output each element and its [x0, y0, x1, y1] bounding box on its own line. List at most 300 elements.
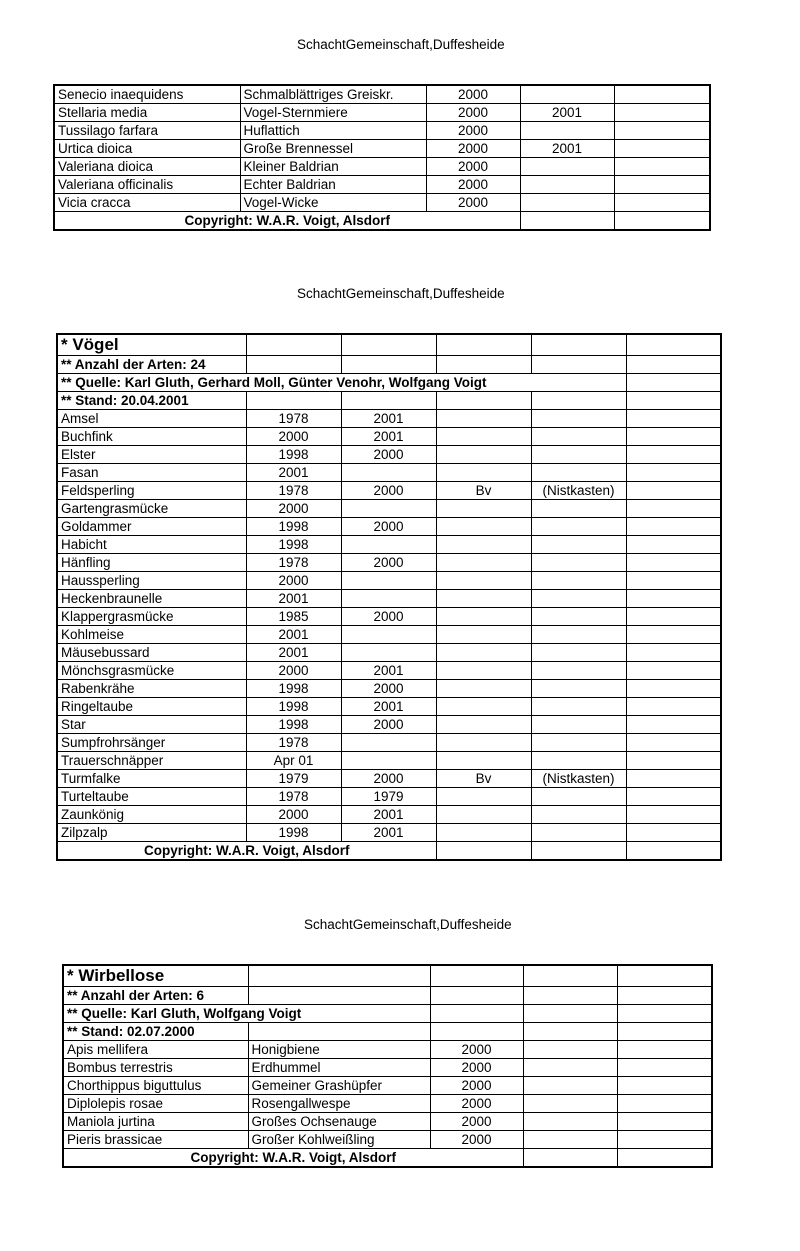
- empty-cell: [626, 428, 721, 446]
- species-name-cell: Gartengrasmücke: [57, 500, 246, 518]
- empty-cell: [626, 334, 721, 356]
- year-cell: [341, 734, 436, 752]
- empty-cell: [523, 1077, 617, 1095]
- year-cell: 1978: [246, 482, 341, 500]
- copyright-text: Copyright: W.A.R. Voigt, Alsdorf: [57, 842, 436, 861]
- common-name-cell: Rosengallwespe: [248, 1095, 430, 1113]
- table-row: [63, 1059, 712, 1077]
- year-cell: [520, 158, 614, 176]
- species-name-cell: Fasan: [57, 464, 246, 482]
- year-cell: 2001: [520, 140, 614, 158]
- year-cell: 2000: [426, 194, 520, 212]
- date-text: ** Stand: 02.07.2000: [63, 1023, 248, 1041]
- year-cell: 2001: [246, 626, 341, 644]
- empty-cell: [614, 194, 710, 212]
- empty-cell: [430, 1005, 523, 1023]
- empty-cell: [617, 1095, 712, 1113]
- note-cell: [531, 536, 626, 554]
- empty-cell: [626, 788, 721, 806]
- common-name-cell: Schmalblättriges Greiskr.: [240, 85, 426, 104]
- note-cell: [531, 662, 626, 680]
- empty-cell: [626, 842, 721, 861]
- table-row: [57, 572, 721, 590]
- table-row: [57, 734, 721, 752]
- empty-cell: [626, 446, 721, 464]
- empty-cell: [617, 1131, 712, 1149]
- latin-name-cell: Senecio inaequidens: [54, 85, 240, 104]
- empty-cell: [626, 734, 721, 752]
- empty-cell: [246, 356, 341, 374]
- common-name-cell: Huflattich: [240, 122, 426, 140]
- year-cell: 2000: [246, 428, 341, 446]
- table-row: [57, 626, 721, 644]
- note-cell: [531, 626, 626, 644]
- latin-name-cell: Valeriana officinalis: [54, 176, 240, 194]
- table-row: [57, 662, 721, 680]
- common-name-cell: Großes Ochsenauge: [248, 1113, 430, 1131]
- year-cell: 2001: [341, 428, 436, 446]
- source-text: ** Quelle: Karl Gluth, Wolfgang Voigt: [63, 1005, 430, 1023]
- latin-name-cell: Pieris brassicae: [63, 1131, 248, 1149]
- empty-cell: [626, 554, 721, 572]
- empty-cell: [614, 140, 710, 158]
- species-name-cell: Habicht: [57, 536, 246, 554]
- empty-cell: [430, 965, 523, 987]
- table-row: [57, 824, 721, 842]
- table-row: [54, 104, 710, 122]
- empty-cell: [626, 464, 721, 482]
- year-cell: 2001: [341, 824, 436, 842]
- page-header-1: SchachtGemeinschaft,Duffesheide: [297, 37, 505, 52]
- note-cell: [531, 446, 626, 464]
- source-row: [57, 374, 721, 392]
- table-row: [57, 590, 721, 608]
- status-cell: [436, 788, 531, 806]
- year-cell: [341, 590, 436, 608]
- year-cell: [341, 536, 436, 554]
- species-name-cell: Amsel: [57, 410, 246, 428]
- table-row: [63, 1131, 712, 1149]
- year-cell: 2000: [341, 446, 436, 464]
- note-cell: [531, 554, 626, 572]
- year-cell: 2000: [341, 716, 436, 734]
- species-name-cell: Feldsperling: [57, 482, 246, 500]
- empty-cell: [246, 334, 341, 356]
- status-cell: [436, 734, 531, 752]
- note-cell: [531, 428, 626, 446]
- table-row: [57, 536, 721, 554]
- page-header-2: SchachtGemeinschaft,Duffesheide: [297, 286, 505, 301]
- year-cell: [520, 176, 614, 194]
- year-cell: 2000: [426, 158, 520, 176]
- table-row: [54, 194, 710, 212]
- empty-cell: [248, 1023, 430, 1041]
- section-title-row: [57, 334, 721, 356]
- status-cell: Bv: [436, 482, 531, 500]
- year-cell: 2000: [246, 806, 341, 824]
- year-cell: [341, 500, 436, 518]
- empty-cell: [523, 1095, 617, 1113]
- species-name-cell: Turteltaube: [57, 788, 246, 806]
- species-name-cell: Sumpfrohrsänger: [57, 734, 246, 752]
- empty-cell: [626, 518, 721, 536]
- year-cell: 2001: [520, 104, 614, 122]
- species-name-cell: Hänfling: [57, 554, 246, 572]
- year-cell: 2000: [341, 608, 436, 626]
- species-name-cell: Zaunkönig: [57, 806, 246, 824]
- note-cell: [531, 500, 626, 518]
- empty-cell: [617, 1077, 712, 1095]
- species-name-cell: Kohlmeise: [57, 626, 246, 644]
- empty-cell: [617, 965, 712, 987]
- table-row: [57, 410, 721, 428]
- empty-cell: [341, 356, 436, 374]
- note-cell: [531, 608, 626, 626]
- status-cell: [436, 626, 531, 644]
- empty-cell: [248, 987, 430, 1005]
- empty-cell: [617, 1059, 712, 1077]
- table-row: [63, 1113, 712, 1131]
- table-row: [57, 464, 721, 482]
- year-cell: 2000: [430, 1059, 523, 1077]
- empty-cell: [523, 1041, 617, 1059]
- date-row: [63, 1023, 712, 1041]
- species-count: ** Anzahl der Arten: 24: [57, 356, 246, 374]
- table-row: [63, 1041, 712, 1059]
- empty-cell: [626, 500, 721, 518]
- table-row: [57, 680, 721, 698]
- year-cell: [520, 194, 614, 212]
- section-title-row: [63, 965, 712, 987]
- species-name-cell: Buchfink: [57, 428, 246, 446]
- empty-cell: [626, 374, 721, 392]
- table-row: [57, 770, 721, 788]
- empty-cell: [626, 662, 721, 680]
- status-cell: [436, 500, 531, 518]
- year-cell: 1998: [246, 824, 341, 842]
- year-cell: [341, 626, 436, 644]
- status-cell: [436, 716, 531, 734]
- table-row: [57, 446, 721, 464]
- status-cell: [436, 644, 531, 662]
- year-cell: 1978: [246, 410, 341, 428]
- status-cell: [436, 572, 531, 590]
- note-cell: [531, 824, 626, 842]
- year-cell: 2000: [341, 680, 436, 698]
- copyright-row: [57, 842, 721, 861]
- year-cell: 2000: [426, 122, 520, 140]
- empty-cell: [617, 1149, 712, 1168]
- empty-cell: [626, 824, 721, 842]
- table-row: [57, 716, 721, 734]
- empty-cell: [614, 104, 710, 122]
- empty-cell: [436, 334, 531, 356]
- date-text: ** Stand: 20.04.2001: [57, 392, 246, 410]
- year-cell: 2001: [341, 410, 436, 428]
- latin-name-cell: Chorthippus biguttulus: [63, 1077, 248, 1095]
- species-name-cell: Rabenkrähe: [57, 680, 246, 698]
- year-cell: 1979: [246, 770, 341, 788]
- status-cell: [436, 662, 531, 680]
- year-cell: 2000: [430, 1041, 523, 1059]
- year-cell: 2001: [246, 644, 341, 662]
- status-cell: [436, 824, 531, 842]
- year-cell: 1978: [246, 554, 341, 572]
- status-cell: [436, 608, 531, 626]
- empty-cell: [626, 572, 721, 590]
- date-row: [57, 392, 721, 410]
- species-name-cell: Klappergrasmücke: [57, 608, 246, 626]
- empty-cell: [626, 644, 721, 662]
- latin-name-cell: Diplolepis rosae: [63, 1095, 248, 1113]
- empty-cell: [626, 590, 721, 608]
- copyright-text: Copyright: W.A.R. Voigt, Alsdorf: [63, 1149, 523, 1168]
- empty-cell: [614, 158, 710, 176]
- copyright-row: [54, 212, 710, 231]
- note-cell: [531, 734, 626, 752]
- status-cell: [436, 554, 531, 572]
- year-cell: 2001: [341, 662, 436, 680]
- table-row: [63, 1095, 712, 1113]
- table-row: [57, 554, 721, 572]
- common-name-cell: Kleiner Baldrian: [240, 158, 426, 176]
- year-cell: [341, 572, 436, 590]
- year-cell: 1998: [246, 680, 341, 698]
- year-cell: 2000: [426, 85, 520, 104]
- note-cell: [531, 752, 626, 770]
- status-cell: Bv: [436, 770, 531, 788]
- latin-name-cell: Tussilago farfara: [54, 122, 240, 140]
- species-name-cell: Goldammer: [57, 518, 246, 536]
- section-title: * Wirbellose: [63, 965, 248, 987]
- empty-cell: [531, 334, 626, 356]
- empty-cell: [523, 1023, 617, 1041]
- table-row: [57, 806, 721, 824]
- table-row: [57, 482, 721, 500]
- common-name-cell: Vogel-Sternmiere: [240, 104, 426, 122]
- page-header-3: SchachtGemeinschaft,Duffesheide: [304, 917, 512, 932]
- year-cell: 2001: [341, 698, 436, 716]
- note-cell: [531, 806, 626, 824]
- common-name-cell: Echter Baldrian: [240, 176, 426, 194]
- common-name-cell: Großer Kohlweißling: [248, 1131, 430, 1149]
- status-cell: [436, 536, 531, 554]
- latin-name-cell: Urtica dioica: [54, 140, 240, 158]
- year-cell: 1998: [246, 716, 341, 734]
- empty-cell: [626, 482, 721, 500]
- empty-cell: [626, 770, 721, 788]
- table-row: [54, 158, 710, 176]
- empty-cell: [614, 212, 710, 231]
- note-cell: (Nistkasten): [531, 482, 626, 500]
- species-name-cell: Turmfalke: [57, 770, 246, 788]
- empty-cell: [626, 536, 721, 554]
- year-cell: 2001: [246, 464, 341, 482]
- empty-cell: [626, 626, 721, 644]
- year-cell: 2000: [426, 104, 520, 122]
- birds-table: [56, 333, 722, 861]
- note-cell: [531, 410, 626, 428]
- year-cell: [341, 752, 436, 770]
- empty-cell: [531, 392, 626, 410]
- table-row: [57, 788, 721, 806]
- status-cell: [436, 410, 531, 428]
- empty-cell: [523, 1131, 617, 1149]
- note-cell: [531, 590, 626, 608]
- year-cell: 1978: [246, 734, 341, 752]
- latin-name-cell: Stellaria media: [54, 104, 240, 122]
- empty-cell: [430, 1023, 523, 1041]
- table-row: [54, 85, 710, 104]
- species-name-cell: Trauerschnäpper: [57, 752, 246, 770]
- empty-cell: [614, 85, 710, 104]
- empty-cell: [531, 356, 626, 374]
- empty-cell: [617, 987, 712, 1005]
- year-cell: [341, 464, 436, 482]
- empty-cell: [626, 410, 721, 428]
- year-cell: 2000: [426, 140, 520, 158]
- year-cell: 2001: [246, 590, 341, 608]
- table-row: [57, 518, 721, 536]
- table-row: [57, 644, 721, 662]
- empty-cell: [523, 1005, 617, 1023]
- empty-cell: [523, 1059, 617, 1077]
- table-row: [57, 698, 721, 716]
- latin-name-cell: Vicia cracca: [54, 194, 240, 212]
- year-cell: 2000: [430, 1095, 523, 1113]
- latin-name-cell: Bombus terrestris: [63, 1059, 248, 1077]
- year-cell: Apr 01: [246, 752, 341, 770]
- common-name-cell: Gemeiner Grashüpfer: [248, 1077, 430, 1095]
- status-cell: [436, 446, 531, 464]
- empty-cell: [617, 1041, 712, 1059]
- species-name-cell: Heckenbraunelle: [57, 590, 246, 608]
- table-row: [63, 1077, 712, 1095]
- status-cell: [436, 428, 531, 446]
- empty-cell: [246, 392, 341, 410]
- year-cell: 1978: [246, 788, 341, 806]
- empty-cell: [523, 1113, 617, 1131]
- year-cell: 1985: [246, 608, 341, 626]
- empty-cell: [430, 987, 523, 1005]
- status-cell: [436, 464, 531, 482]
- year-cell: 2001: [341, 806, 436, 824]
- status-cell: [436, 752, 531, 770]
- copyright-row: [63, 1149, 712, 1168]
- note-cell: [531, 680, 626, 698]
- note-cell: [531, 698, 626, 716]
- empty-cell: [626, 752, 721, 770]
- latin-name-cell: Apis mellifera: [63, 1041, 248, 1059]
- empty-cell: [248, 965, 430, 987]
- empty-cell: [341, 334, 436, 356]
- empty-cell: [626, 806, 721, 824]
- species-count-row: [63, 987, 712, 1005]
- empty-cell: [617, 1023, 712, 1041]
- empty-cell: [436, 392, 531, 410]
- table-row: [57, 500, 721, 518]
- empty-cell: [626, 392, 721, 410]
- table-row: [54, 140, 710, 158]
- note-cell: [531, 464, 626, 482]
- year-cell: 2000: [430, 1077, 523, 1095]
- year-cell: 2000: [341, 554, 436, 572]
- table-row: [57, 428, 721, 446]
- latin-name-cell: Maniola jurtina: [63, 1113, 248, 1131]
- empty-cell: [626, 356, 721, 374]
- empty-cell: [626, 698, 721, 716]
- empty-cell: [626, 716, 721, 734]
- empty-cell: [436, 842, 531, 861]
- status-cell: [436, 518, 531, 536]
- note-cell: (Nistkasten): [531, 770, 626, 788]
- species-name-cell: Elster: [57, 446, 246, 464]
- invertebrates-table: [62, 964, 713, 1168]
- year-cell: 2000: [430, 1131, 523, 1149]
- empty-cell: [523, 1149, 617, 1168]
- empty-cell: [614, 122, 710, 140]
- empty-cell: [626, 680, 721, 698]
- table-row: [54, 176, 710, 194]
- year-cell: 2000: [341, 482, 436, 500]
- species-name-cell: Star: [57, 716, 246, 734]
- year-cell: 1998: [246, 518, 341, 536]
- section-title: * Vögel: [57, 334, 246, 356]
- species-name-cell: Zilpzalp: [57, 824, 246, 842]
- source-text: ** Quelle: Karl Gluth, Gerhard Moll, Günter Venohr, Wolfgang Voigt: [57, 374, 626, 392]
- status-cell: [436, 590, 531, 608]
- note-cell: [531, 788, 626, 806]
- common-name-cell: Honigbiene: [248, 1041, 430, 1059]
- plants-table: [53, 84, 711, 231]
- empty-cell: [523, 987, 617, 1005]
- note-cell: [531, 518, 626, 536]
- status-cell: [436, 698, 531, 716]
- table-row: [54, 122, 710, 140]
- source-row: [63, 1005, 712, 1023]
- status-cell: [436, 806, 531, 824]
- species-name-cell: Ringeltaube: [57, 698, 246, 716]
- common-name-cell: Erdhummel: [248, 1059, 430, 1077]
- note-cell: [531, 572, 626, 590]
- common-name-cell: Große Brennessel: [240, 140, 426, 158]
- year-cell: 2000: [341, 518, 436, 536]
- empty-cell: [617, 1005, 712, 1023]
- species-count-row: [57, 356, 721, 374]
- empty-cell: [614, 176, 710, 194]
- species-name-cell: Haussperling: [57, 572, 246, 590]
- empty-cell: [341, 392, 436, 410]
- year-cell: 2000: [246, 500, 341, 518]
- species-count: ** Anzahl der Arten: 6: [63, 987, 248, 1005]
- latin-name-cell: Valeriana dioica: [54, 158, 240, 176]
- empty-cell: [531, 842, 626, 861]
- table-row: [57, 608, 721, 626]
- year-cell: [341, 644, 436, 662]
- copyright-text: Copyright: W.A.R. Voigt, Alsdorf: [54, 212, 520, 231]
- year-cell: [520, 122, 614, 140]
- note-cell: [531, 716, 626, 734]
- year-cell: 2000: [246, 662, 341, 680]
- table-row: [57, 752, 721, 770]
- species-name-cell: Mönchsgrasmücke: [57, 662, 246, 680]
- empty-cell: [520, 212, 614, 231]
- year-cell: 1998: [246, 446, 341, 464]
- year-cell: 2000: [246, 572, 341, 590]
- year-cell: 1979: [341, 788, 436, 806]
- species-name-cell: Mäusebussard: [57, 644, 246, 662]
- empty-cell: [626, 608, 721, 626]
